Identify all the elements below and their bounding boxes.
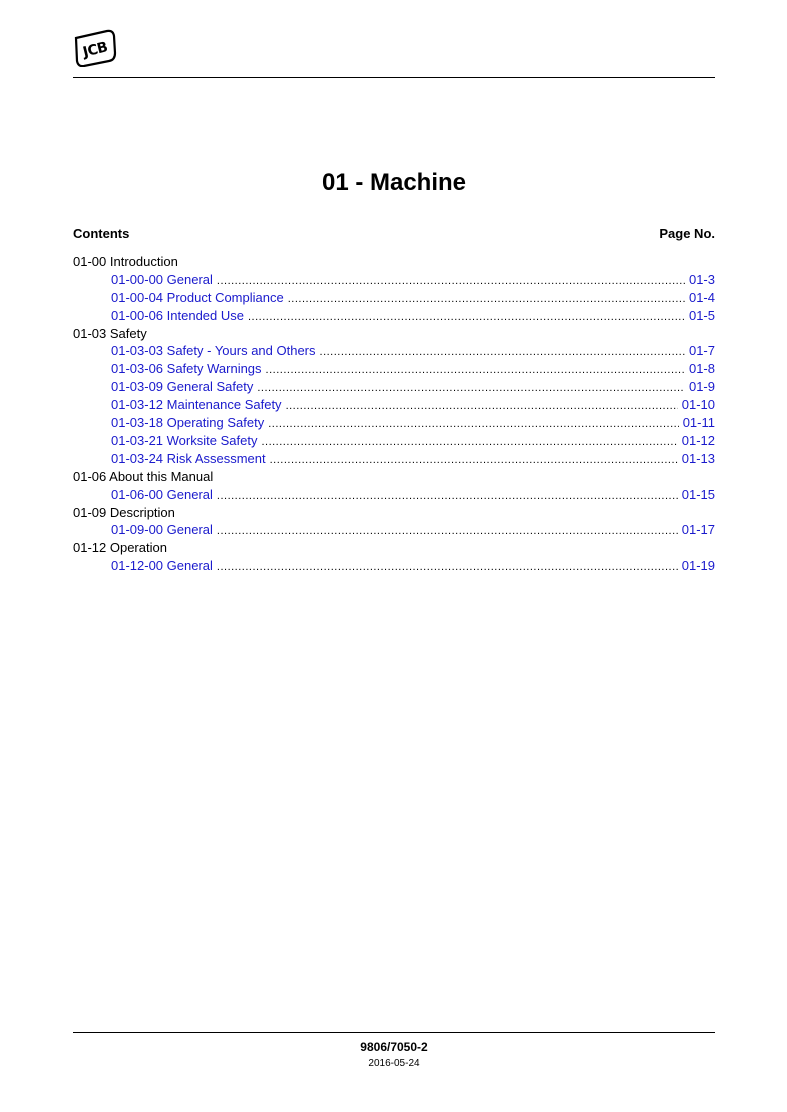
toc-entry-link[interactable] xyxy=(73,557,715,575)
toc-entry-link[interactable] xyxy=(73,307,715,325)
toc-entry-page: 01-12 xyxy=(681,433,715,448)
document-date: 2016-05-24 xyxy=(368,1058,420,1069)
toc-entry-page: 01-4 xyxy=(688,289,715,305)
toc-entry-label: 01-03-18 Operating Safety xyxy=(111,415,265,430)
svg-text:JCB: JCB xyxy=(81,39,110,61)
toc-entry-label: 01-12-00 General xyxy=(111,557,213,573)
toc-entry-page: 01-5 xyxy=(688,307,715,323)
toc-entry-label: 01-03-03 Safety - Yours and Others xyxy=(111,343,316,358)
toc-entry-link[interactable] xyxy=(73,486,715,504)
toc-entry-link[interactable] xyxy=(73,378,715,396)
header-rule xyxy=(73,77,715,78)
dot-leader xyxy=(217,522,678,540)
toc-section-heading: 01-00 Introduction xyxy=(73,254,178,269)
toc-section-heading: 01-09 Description xyxy=(73,504,175,520)
dot-leader xyxy=(270,451,678,469)
toc-section-heading: 01-12 Operation xyxy=(73,540,167,555)
dot-leader xyxy=(261,433,677,451)
toc-entry-page: 01-15 xyxy=(681,486,715,502)
page-no-label: Page No. xyxy=(659,226,715,241)
toc-entry-label: 01-06-00 General xyxy=(111,486,213,502)
dot-leader xyxy=(288,290,685,308)
dot-leader xyxy=(266,361,685,379)
toc-entry-label: 01-00-06 Intended Use xyxy=(111,307,244,323)
dot-leader xyxy=(320,343,685,361)
dot-leader xyxy=(257,379,685,397)
toc-entry-link[interactable] xyxy=(73,271,715,289)
toc-entry-label: 01-03-24 Risk Assessment xyxy=(111,451,266,466)
toc-entry-page: 01-7 xyxy=(688,343,715,358)
jcb-logo xyxy=(73,29,117,67)
toc-entry-label: 01-00-04 Product Compliance xyxy=(111,289,284,305)
toc-entry-page: 01-3 xyxy=(688,271,715,287)
toc-entry-page: 01-17 xyxy=(681,522,715,537)
dot-leader xyxy=(217,487,678,505)
dot-leader xyxy=(248,308,685,326)
toc-entry-link[interactable] xyxy=(73,432,715,450)
toc-entry-label: 01-09-00 General xyxy=(111,522,213,537)
toc-entry-page: 01-9 xyxy=(688,379,715,394)
toc-section-heading: 01-06 About this Manual xyxy=(73,469,214,484)
dot-leader xyxy=(217,558,678,576)
toc-entry-label: 01-03-06 Safety Warnings xyxy=(111,361,262,376)
toc-entry-page: 01-13 xyxy=(681,451,715,466)
toc-entry-label: 01-03-21 Worksite Safety xyxy=(111,433,258,448)
toc-entry-label: 01-00-00 General xyxy=(111,271,213,287)
contents-heading-row xyxy=(73,226,715,242)
page-title: 01 - Machine xyxy=(321,169,467,196)
dot-leader xyxy=(217,272,685,290)
toc-entry-link[interactable] xyxy=(73,396,715,414)
dot-leader xyxy=(286,397,678,415)
toc-entry-page: 01-10 xyxy=(681,397,715,412)
contents-label: Contents xyxy=(73,226,130,241)
toc-entry-page: 01-11 xyxy=(682,415,715,430)
toc-entry-link[interactable] xyxy=(73,414,715,432)
toc-entry-label: 01-03-12 Maintenance Safety xyxy=(111,397,282,412)
toc-entry-link[interactable] xyxy=(73,289,715,307)
document-number: 9806/7050-2 xyxy=(360,1040,428,1054)
toc-entry-link[interactable] xyxy=(73,521,715,539)
toc-entry-page: 01-8 xyxy=(688,361,715,376)
footer-rule xyxy=(73,1032,715,1033)
toc-entry-link[interactable] xyxy=(73,360,715,378)
table-of-contents xyxy=(73,253,715,575)
toc-section-heading: 01-03 Safety xyxy=(73,325,147,341)
dot-leader xyxy=(268,415,678,433)
toc-entry-page: 01-19 xyxy=(681,557,715,573)
toc-entry-label: 01-03-09 General Safety xyxy=(111,379,254,394)
toc-entry-link[interactable] xyxy=(73,450,715,468)
toc-entry-link[interactable] xyxy=(73,342,715,360)
